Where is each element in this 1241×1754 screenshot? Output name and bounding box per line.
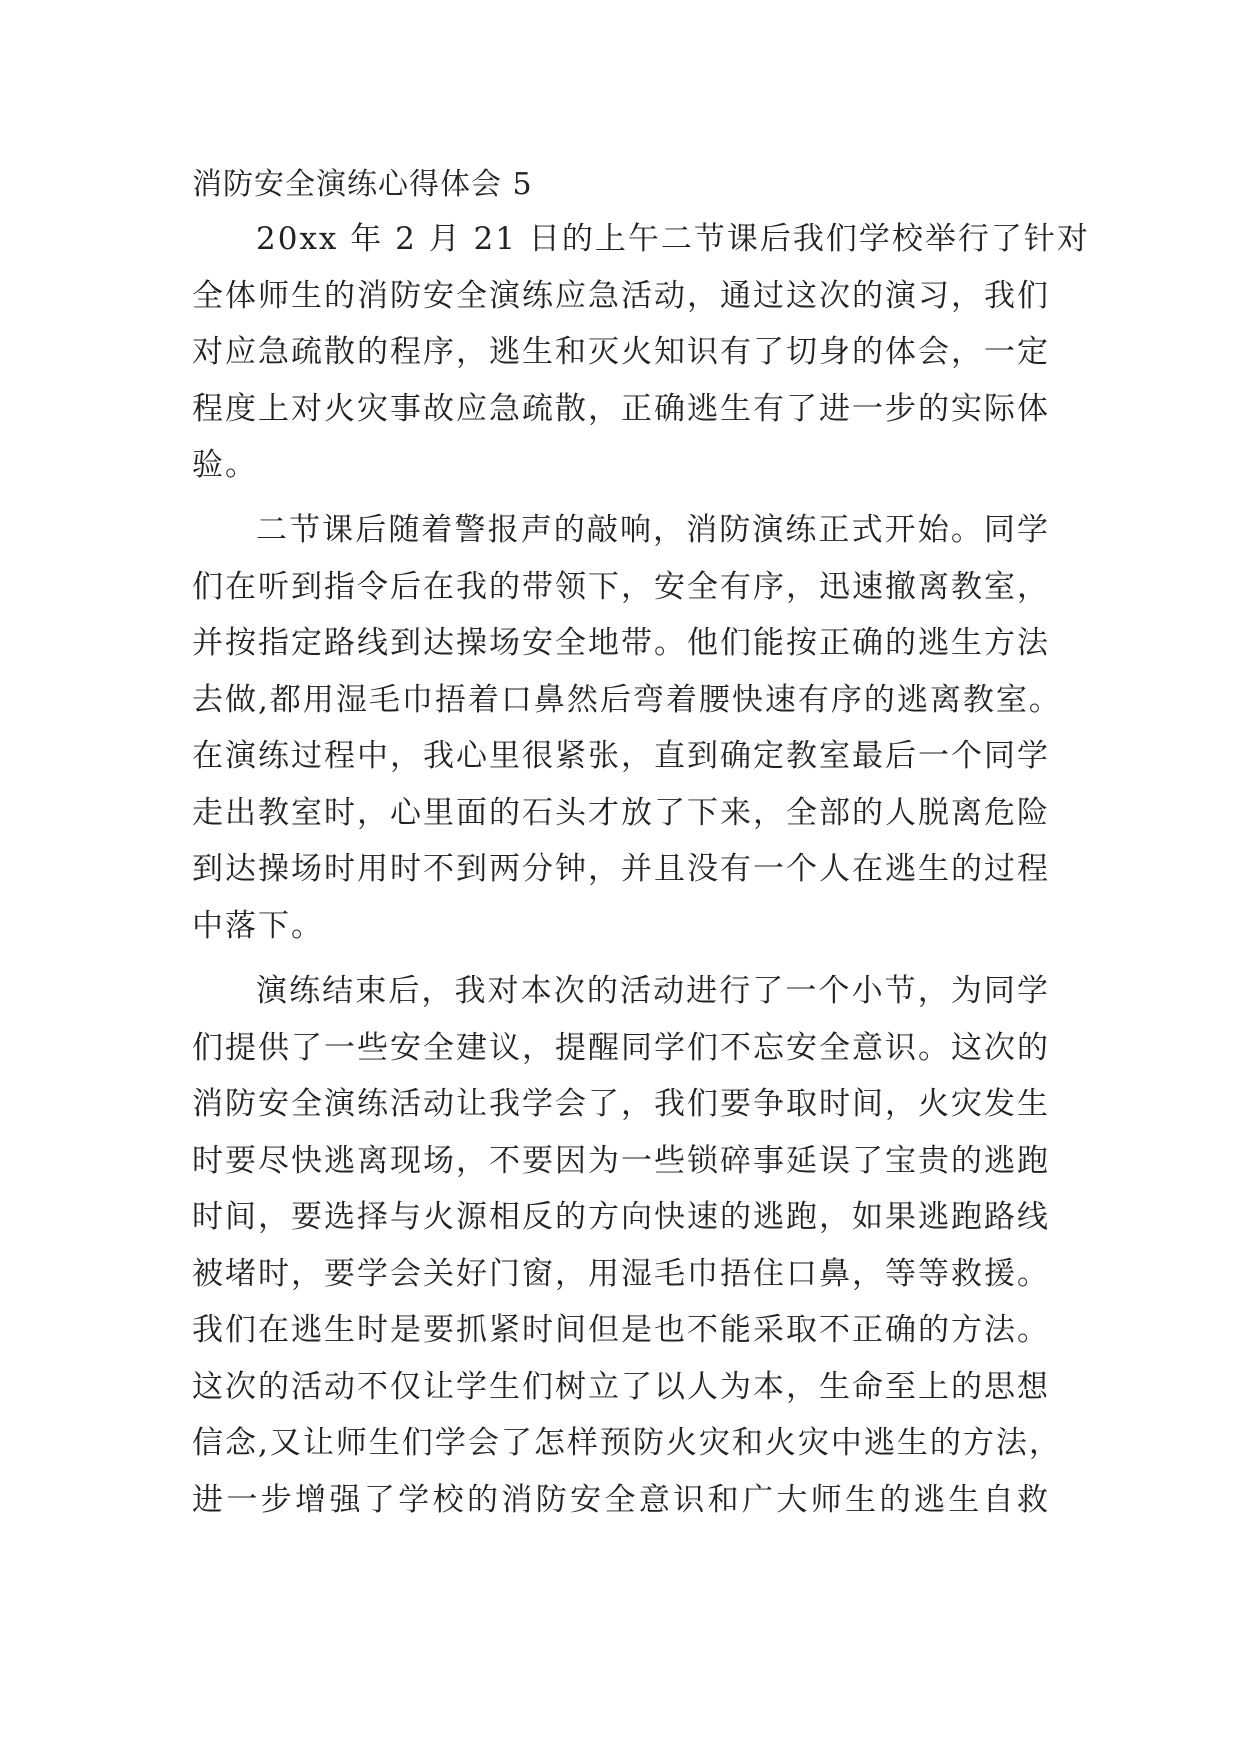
document-title: 消防安全演练心得体会 5 (192, 167, 533, 202)
paragraph-1-line-3: 对应急疏散的程序，逃生和灭火知识有了切身的体会，一定 (192, 334, 1050, 370)
paragraph-1-line-4: 程度上对火灾事故应急疏散，正确逃生有了进一步的实际体 (192, 391, 1050, 427)
paragraph-3-line-7: 我们在逃生时是要抓紧时间但是也不能采取不正确的方法。 (192, 1312, 1050, 1348)
paragraph-2-line-5: 在演练过程中，我心里很紧张，直到确定教室最后一个同学 (192, 738, 1050, 774)
paragraph-2-line-6: 走出教室时，心里面的石头才放了下来，全部的人脱离危险 (192, 795, 1050, 831)
paragraph-3-line-2: 们提供了一些安全建议，提醒同学们不忘安全意识。这次的 (192, 1030, 1050, 1066)
paragraph-3-line-4: 时要尽快逃离现场，不要因为一些锁碎事延误了宝贵的逃跑 (192, 1143, 1050, 1179)
paragraph-3-line-3: 消防安全演练活动让我学会了，我们要争取时间，火灾发生 (192, 1086, 1050, 1122)
paragraph-2-line-2: 们在听到指令后在我的带领下，安全有序，迅速撤离教室， (192, 569, 1050, 605)
paragraph-1-line-1: 20xx 年 2 月 21 日的上午二节课后我们学校举行了针对 (256, 221, 1090, 257)
paragraph-3-line-10: 进一步增强了学校的消防安全意识和广大师生的逃生自救 (192, 1482, 1050, 1518)
paragraph-3-line-1: 演练结束后，我对本次的活动进行了一个小节，为同学 (256, 973, 1050, 1009)
paragraph-3-line-6: 被堵时，要学会关好门窗，用湿毛巾捂住口鼻，等等救援。 (192, 1256, 1050, 1292)
paragraph-1-line-2: 全体师生的消防安全演练应急活动，通过这次的演习，我们 (192, 278, 1050, 314)
paragraph-1-line-5: 验。 (192, 447, 258, 483)
paragraph-3-line-9: 信念,又让师生们学会了怎样预防火灾和火灾中逃生的方法， (192, 1425, 1062, 1461)
paragraph-2-line-3: 并按指定路线到达操场安全地带。他们能按正确的逃生方法 (192, 625, 1050, 661)
paragraph-2-line-4: 去做,都用湿毛巾捂着口鼻然后弯着腰快速有序的逃离教室。 (192, 682, 1062, 718)
paragraph-2-line-7: 到达操场时用时不到两分钟，并且没有一个人在逃生的过程 (192, 851, 1050, 887)
paragraph-3-line-8: 这次的活动不仅让学生们树立了以人为本，生命至上的思想 (192, 1369, 1050, 1405)
paragraph-2-line-1: 二节课后随着警报声的敲响，消防演练正式开始。同学 (256, 512, 1050, 548)
paragraph-3-line-5: 时间，要选择与火源相反的方向快速的逃跑，如果逃跑路线 (192, 1199, 1050, 1235)
paragraph-2-line-8: 中落下。 (192, 908, 324, 944)
